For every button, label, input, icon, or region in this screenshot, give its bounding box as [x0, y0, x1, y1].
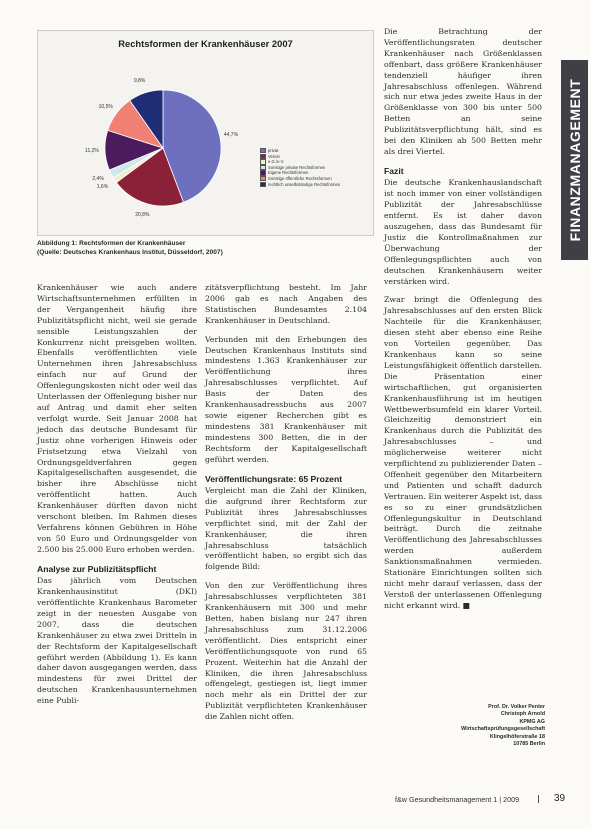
section-heading: Analyse zur Publizitätspflicht	[37, 563, 157, 574]
section-tab-label: FINANZMANAGEMENT	[566, 78, 583, 242]
paragraph: Verbunden mit den Erhebungen des Deutschen Krankenhaus Instituts sind mindestens 1.363 Krankenhäuser zur Veröffentlichung ihres Jahresabschlusses verpflichtet. Auf Basis der Daten des Krankenhausadressbuchs aus 2007 sowie eigener Recherchen gibt es mindestens 381 Krankenhäuser mit mindestens 300 Betten, die in der Rechtsform der Kapitalgesellschaft geführt werden.	[205, 334, 367, 464]
slice-label: 44,7%	[223, 132, 239, 139]
legend-label: rechtlich unselbständige Rechtsformen	[268, 181, 341, 187]
legend-swatch	[260, 148, 266, 153]
chart-title: Rechtsformen der Krankenhäuser 2007	[118, 38, 293, 49]
paragraph: Vergleicht man die Zahl der Kliniken, die aufgrund ihrer Rechtsform zur Publizität ihres Jahresabschlusses verpflichtet sind, mit der Zahl der Krankenhäuser, die ihren Jahresabschluss tatsächlich veröffentlicht haben, so ergibt sich das folgende Bild:	[205, 486, 367, 572]
section-heading: Veröffentlichungsrate: 65 Prozent	[205, 473, 343, 484]
footer-divider	[538, 795, 539, 803]
figure-box	[37, 30, 374, 236]
company-type: Wirtschaftsprüfungsgesellschaft	[461, 726, 545, 733]
author-signature	[395, 704, 545, 748]
section-heading: Fazit	[384, 165, 404, 176]
legend-label: Sonstige öffentliche Rechtsformen	[268, 175, 332, 181]
slice-label: 20,8%	[135, 212, 150, 219]
caption-line-1: Abbildung 1: Rechtsformen der Krankenhäuser	[37, 240, 186, 247]
paragraph: Die Betrachtung der Veröffentlichungsraten deutscher Krankenhäuser nach Größenklassen offenbart, dass größere Krankenhäuser tendenziell häufiger ihren Jahresabschluss offenlegen. Während sich nur etwa jedes zweite Haus in der Größenklasse von 300 bis unter 500 Betten an seine Publizitätsverpflichtung hält, sind es bei den Kliniken ab 500 Betten mehr als drei Viertel.	[384, 27, 542, 156]
caption-line-2: (Quelle: Deutsches Krankenhaus Institut, Düsseldorf, 2007)	[37, 249, 223, 257]
slice-label: 9,8%	[133, 78, 146, 85]
paragraph: Die deutsche Krankenhauslandschaft ist noch immer von einer vollständigen Publizität der Jahresabschlüsse entfernt. Es ist daher davon auszugehen, dass das Bundesamt für Justiz die Kontrollmaßnahmen zur Überwachung der Offenlegungspflichten auch von deutschen Krankenhäusern weiter verstärken wird.	[384, 178, 542, 286]
author-name: Prof. Dr. Volker Penter	[488, 704, 545, 710]
pie-chart	[38, 31, 373, 235]
text-column-3	[384, 27, 542, 620]
legend-label: privat	[268, 148, 279, 153]
legend-swatch	[260, 154, 266, 159]
text-column-1	[37, 283, 197, 715]
city: 10785 Berlin	[513, 741, 545, 748]
figure-caption	[37, 239, 372, 257]
journal-footer: f&w Gesundheitsmanagement 1 | 2009	[395, 795, 520, 804]
street-address: Klingelhöferstraße 18	[489, 733, 545, 740]
legend-label: Eigene Rechtsformen	[268, 170, 309, 176]
legend-label: Verein	[268, 153, 280, 159]
slice-label: 2,4%	[92, 176, 104, 183]
slice-label: 11,2%	[85, 147, 99, 154]
legend-label: Sonstige private Rechtsformen	[268, 164, 326, 170]
legend-swatch	[260, 165, 266, 170]
paragraph: zitätsverpflichtung besteht. Im Jahr 2006 gab es nach Angaben des Statistischen Bundesamtes 2.104 Krankenhäuser in Deutschland.	[205, 283, 367, 325]
legend-item	[260, 182, 368, 188]
paragraph: Von den zur Veröffentlichung ihres Jahresabschlusses verpflichteten 381 Krankenhäusern mit 300 und mehr Betten, haben bislang nur 247 ihren Jahresabschluss zum 31.12.2006 veröffentlicht. Dies entspricht einer Veröffentlichungsquote von rund 65 Prozent. Weiterhin hat die Anzahl der Kliniken, die ihren Jahresabschluss offengelegt, gestiegen ist, liegt immer noch mehr als ein Drittel der zur Publizität verpflichteten Krankenhäuser die Zahlen nicht offen.	[205, 581, 367, 722]
legend-label: e.G./e.V.	[268, 159, 285, 165]
legend-swatch	[260, 182, 266, 187]
slice-label: 10,5%	[98, 103, 113, 110]
text-column-2	[205, 283, 367, 731]
chart-legend	[260, 148, 368, 187]
page-number: 39	[554, 793, 566, 804]
paragraph: Zwar bringt die Offenlegung des Jahresabschlusses auf den ersten Blick Nachteile für die Krankenhäuser, diesen steht aber ebenso eine Reihe von Vorteilen gegenüber. Das Krankenhaus kann so seine Leistungsfähigkeit öffentlich darstellen. Die Präsentation einer wirtschaftlichen, gut organisierten Krankenhausführung ist im heutigen Wettbewerbsumfeld ein klarer Vorteil. Gleichzeitig demonstriert ein Krankenhaus durch die Publizität des Jahresabschlusses – und möglicherweise weiterer nicht verpflichtend zu publizierender Daten – Offenheit gegenüber den Mitarbeitern und Patienten und schafft dadurch Vertrauen. Ein weiterer Aspekt ist, dass es so zu einer grundsätzlichen Offenlegungskultur in Deutschland beiträgt. Durch die zeitnahe Veröffentlichung des Jahresabschlusses werden außerdem Sanktionsmaßnahmen vermieden. Stationäre Einrichtungen sollten sich nicht mehr darauf verlassen, dass der Verstoß der unterlassenen Offenlegung nicht erkannt wird. ■	[384, 295, 543, 610]
paragraph: Krankenhäuser wie auch andere Wirtschaftsunternehmen erfüllten in der Vergangenheit häufig ihre Publizitätspflicht nicht, weil sie gerade sensible Leistungszahlen der Konkurrenz nicht preisgeben wollten. Ebenfalls veröffentlichten viele Unternehmen ihren Jahresabschluss einfach nur auf Grund der Offenlegungskosten nicht oder weil das Unterlassen der Offenlegung bisher nur auf Antrag und damit eher selten verfolgt wurde. Seit Januar 2008 hat jedoch das deutsche Bundesamt für Justiz ohne vorherigen Hinweis oder Fristsetzung etwa Vielzahl von Ordnungsgeldverfahren gegen Kapitalgesellschaften ausgesendet, die bisher ihre Abschlüsse nicht veröffentlicht hatten. Auch Krankenhäuser dürften davon nicht verschont bleiben. Im Rahmen dieses Verfahrens können Gebühren in Höhe von 50 Euro und Ordnungsgelder von 2.500 bis 25.000 Euro erhoben werden.	[37, 283, 197, 554]
legend-swatch	[260, 176, 266, 181]
legend-swatch	[260, 170, 266, 175]
company-name: KPMG AG	[519, 718, 545, 725]
author-name: Christoph Arnold	[500, 711, 545, 718]
slice-label: 1,6%	[96, 183, 109, 190]
section-tab	[561, 60, 588, 260]
legend-swatch	[260, 159, 266, 164]
paragraph: Das jährlich vom Deutschen Krankenhausinstitut (DKI) veröffentlichte Krankenhaus Barometer zeigt in der neuesten Ausgabe von 2007, dass die deutschen Krankenhäuser zu etwa zwei Dritteln in der Rechtsform der Kapitalgesellschaft geführt werden (Abbildung 1). Es kann daher davon ausgegangen werden, dass mindestens für zwei Drittel der deutschen Krankenhausunternehmen eine Publi-	[37, 576, 197, 706]
